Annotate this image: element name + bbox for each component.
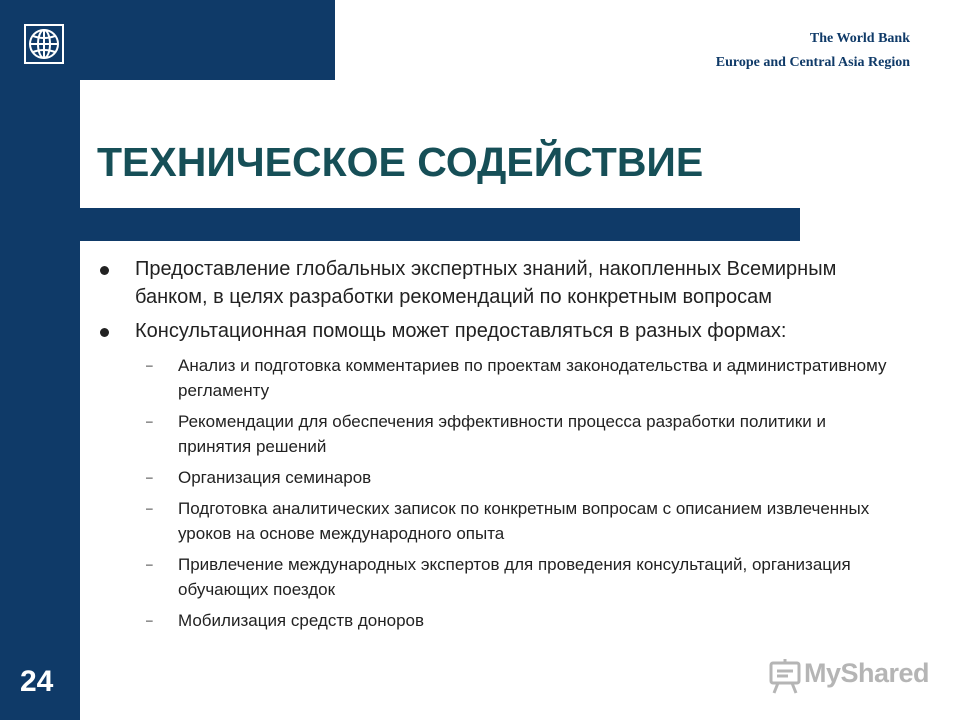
sub-item-text: Организация семинаров bbox=[178, 468, 372, 487]
title-underline-strip bbox=[0, 208, 800, 241]
bullet-text: Предоставление глобальных экспертных знаний, накопленных Всемирным банком, в целях разработки рекомендаций по конкретным вопросам bbox=[135, 258, 837, 308]
sub-item-text: Привлечение международных экспертов для проведения консультаций, организация обучающих поездок bbox=[178, 555, 851, 599]
slide-title: ТЕХНИЧЕСКОЕ СОДЕЙСТВИЕ bbox=[97, 139, 704, 185]
dash-icon: – bbox=[146, 501, 153, 515]
region-name: Europe and Central Asia Region bbox=[715, 55, 910, 70]
sub-item bbox=[98, 608, 898, 633]
sub-item bbox=[98, 552, 898, 602]
slide-number: 24 bbox=[20, 665, 54, 698]
world-bank-globe-icon bbox=[24, 24, 64, 64]
bullet-dot-icon bbox=[100, 266, 109, 275]
sub-item-text: Подготовка аналитических записок по конкретным вопросам с описанием извлеченных уроков на основе международного опыта bbox=[178, 499, 870, 543]
watermark bbox=[768, 655, 928, 695]
dash-icon: – bbox=[146, 358, 153, 372]
bullet-item bbox=[98, 255, 858, 311]
left-sidebar-bar bbox=[0, 0, 80, 720]
dash-icon: – bbox=[146, 414, 153, 428]
sub-item bbox=[98, 353, 898, 403]
sub-item-text: Анализ и подготовка комментариев по проектам законодательства и административному регламенту bbox=[178, 356, 887, 400]
sub-item bbox=[98, 465, 898, 490]
org-name: The World Bank bbox=[809, 31, 910, 46]
dash-icon: – bbox=[146, 470, 153, 484]
bullet-dot-icon bbox=[100, 328, 109, 337]
sub-item bbox=[98, 496, 898, 546]
bullet-item bbox=[98, 317, 858, 345]
sub-item-text: Рекомендации для обеспечения эффективности процесса разработки политики и принятия решений bbox=[178, 412, 826, 456]
dash-icon: – bbox=[146, 613, 153, 627]
sub-item-text: Мобилизация средств доноров bbox=[178, 611, 425, 630]
sub-item bbox=[98, 409, 898, 459]
presentation-board-icon bbox=[768, 657, 802, 695]
dash-icon: – bbox=[146, 557, 153, 571]
bullet-text: Консультационная помощь может предоставляться в разных формах: bbox=[135, 320, 787, 342]
slide-content bbox=[98, 255, 887, 639]
watermark-text: MyShared bbox=[804, 658, 930, 688]
